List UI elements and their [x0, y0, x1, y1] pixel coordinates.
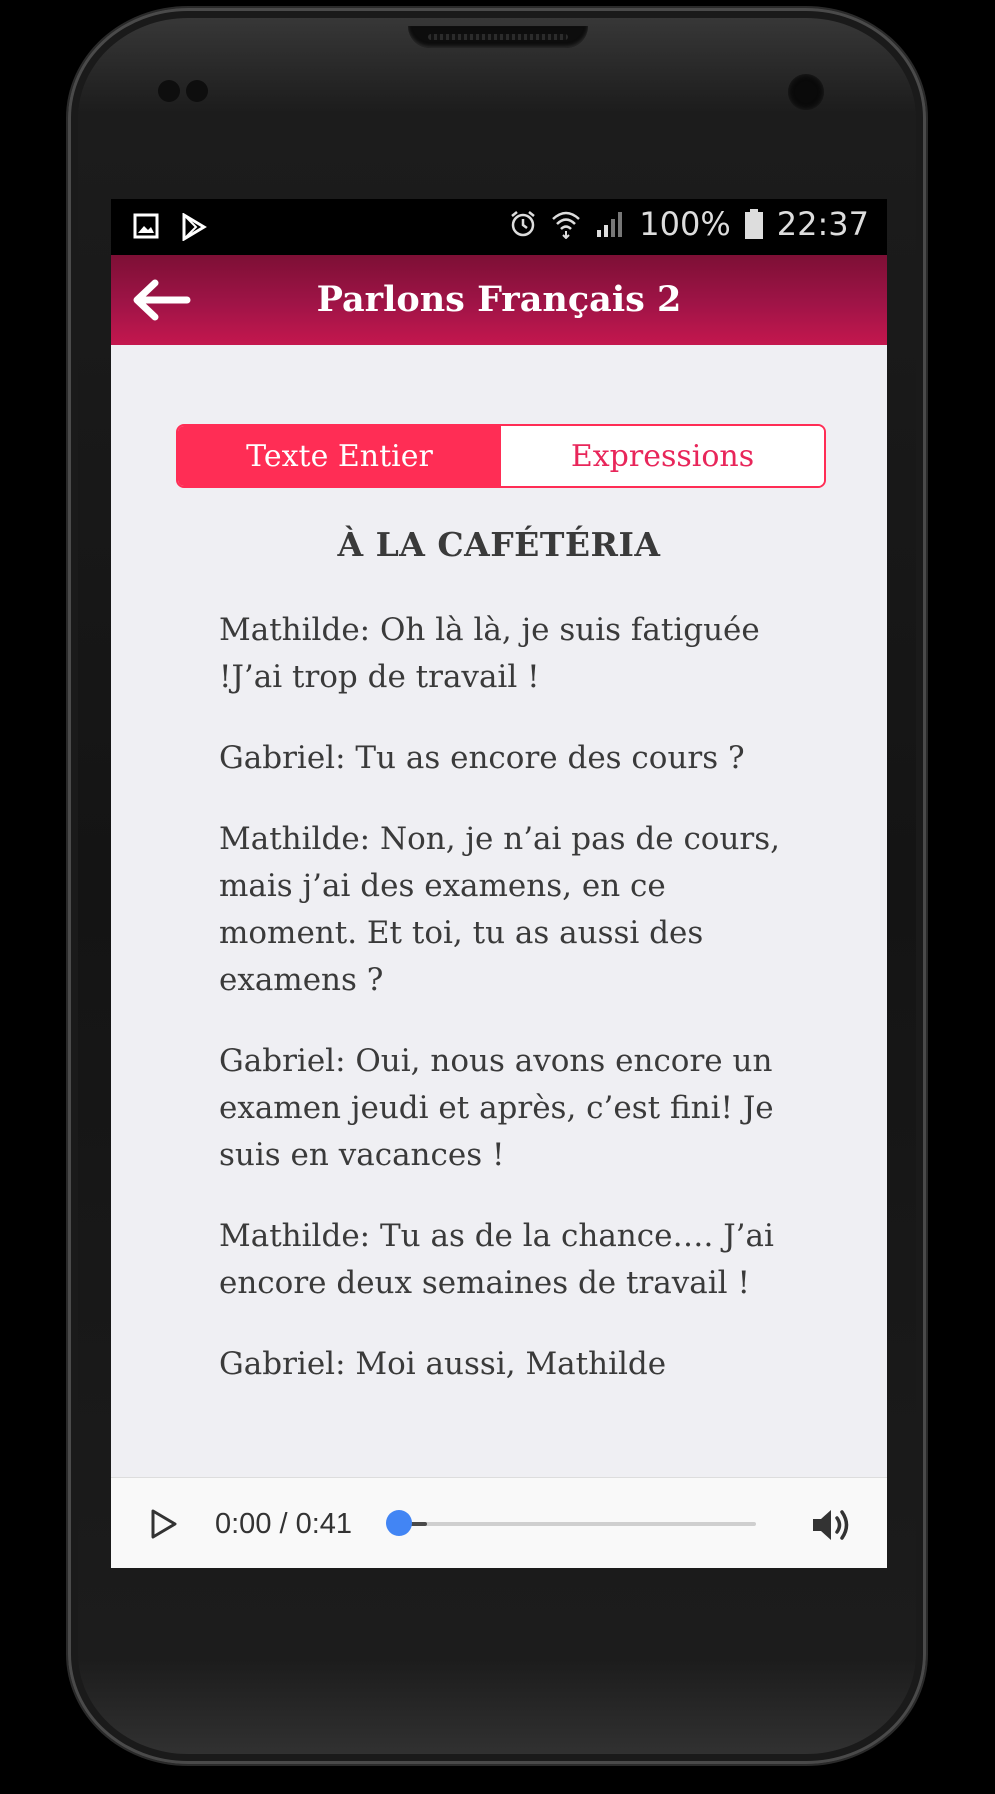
- earpiece-speaker: [408, 26, 588, 48]
- dialogue-line: Gabriel: Tu as encore des cours ?: [219, 740, 745, 776]
- proximity-sensor: [158, 80, 180, 102]
- playback-time: 0:00 / 0:41: [215, 1508, 353, 1540]
- tab-texte-entier[interactable]: Texte Entier: [178, 426, 501, 486]
- alarm-icon: [509, 210, 537, 238]
- page-title: Parlons Français 2: [316, 279, 682, 320]
- gallery-icon: [133, 213, 159, 239]
- dialogue-line: Gabriel: Oui, nous avons encore un examen jeudi et après, c’est fini! Je suis en vacances !: [219, 1043, 774, 1173]
- dialogue-line: Mathilde: Non, je n’ai pas de cours, mais j’ai des examens, en ce moment. Et toi, tu as aussi des examens ?: [219, 821, 781, 998]
- app-bar: [111, 255, 887, 345]
- segmented-control: [176, 424, 826, 488]
- dialogue-text: [219, 607, 799, 1422]
- signal-icon: [595, 210, 625, 238]
- article-heading: À LA CAFÉTÉRIA: [337, 525, 661, 564]
- play-store-icon: [181, 213, 207, 241]
- wifi-icon: [551, 209, 581, 239]
- dialogue-line: Mathilde: Oh là là, je suis fatiguée !J’ai trop de travail !: [219, 612, 760, 695]
- seek-thumb[interactable]: [386, 1510, 412, 1536]
- volume-icon[interactable]: [811, 1506, 855, 1544]
- clock: 22:37: [776, 205, 869, 243]
- battery-percent: 100%: [639, 205, 731, 243]
- play-button[interactable]: [149, 1508, 179, 1540]
- tab-expressions[interactable]: Expressions: [501, 426, 824, 486]
- front-camera: [788, 74, 824, 110]
- battery-icon: [745, 209, 763, 239]
- dialogue-line: Gabriel: Moi aussi, Mathilde: [219, 1346, 667, 1382]
- audio-player: [111, 1477, 887, 1568]
- status-bar: [111, 199, 887, 255]
- screen: [111, 199, 887, 1568]
- seek-bar[interactable]: [398, 1522, 756, 1526]
- dialogue-line: Mathilde: Tu as de la chance…. J’ai encore deux semaines de travail !: [219, 1218, 774, 1301]
- light-sensor: [186, 80, 208, 102]
- main-content[interactable]: [111, 345, 887, 1465]
